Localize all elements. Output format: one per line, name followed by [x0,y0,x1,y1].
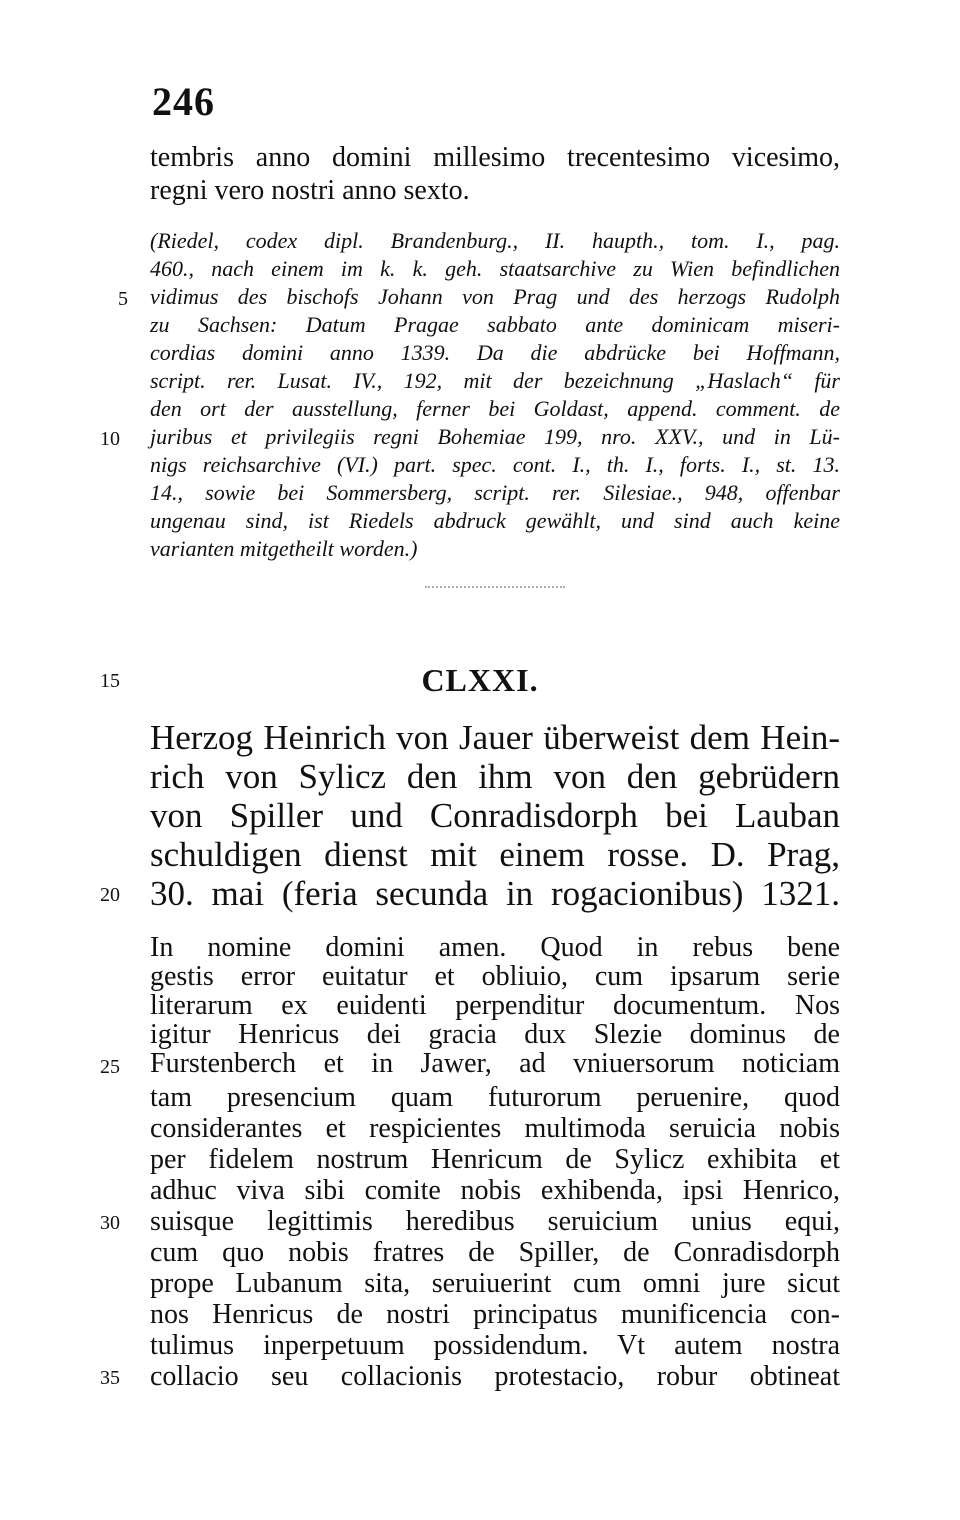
body-line: igitur Henricus dei gracia dux Slezie dominus de [150,1019,840,1050]
body-line: nos Henricus de nostri principatus munificencia con- [150,1299,840,1330]
note-line: 460., nach einem im k. k. geh. staatsarchive zu Wien befindlichen [150,256,840,281]
note-line: varianten mitgetheilt worden.) [150,536,418,561]
page-number: 246 [152,79,215,124]
note-line: nigs reichsarchive (VI.) part. spec. cont. I., th. I., forts. I., st. 13. [150,452,840,477]
line-number: 5 [118,288,128,310]
note-line: zu Sachsen: Datum Pragae sabbato ante dominicam miseri- [150,312,840,337]
note-line: cordias domini anno 1339. Da die abdrücke bei Hoffmann, [150,340,840,365]
line-number: 20 [100,884,120,906]
body-line: Furstenberch et in Jawer, ad vniuersorum noticiam [150,1048,840,1079]
body-line: per fidelem nostrum Henricum de Sylicz exhibita et [150,1144,840,1175]
body-line: tam presencium quam futurorum peruenire, quod [150,1082,840,1113]
line-number: 15 [100,670,120,692]
note-line: (Riedel, codex dipl. Brandenburg., II. haupth., tom. I., pag. [150,228,840,253]
body-line: cum quo nobis fratres de Spiller, de Conradisdorph [150,1237,840,1268]
note-line: ungenau sind, ist Riedels abdruck gewählt, und sind auch keine [150,508,840,533]
note-line: script. rer. Lusat. IV., 192, mit der bezeichnung „Haslach“ für [150,368,840,393]
body-line: considerantes et respicientes multimoda seruicia nobis [150,1113,840,1144]
body-line: literarum ex euidenti perpenditur documentum. Nos [150,990,840,1021]
body-line: gestis error euitatur et obliuio, cum ipsarum serie [150,961,840,992]
heading-line: rich von Sylicz den ihm von den gebrüdern [150,757,840,796]
body-line: suisque legittimis heredibus seruicium unius equi, [150,1206,840,1237]
heading-line: Herzog Heinrich von Jauer überweist dem Hein- [150,718,840,757]
document-number: CLXXI. [421,662,539,698]
body-line: collacio seu collacionis protestacio, robur obtineat [150,1361,840,1392]
line-number: 25 [100,1056,120,1078]
line-number: 35 [100,1367,120,1389]
heading-line: schuldigen dienst mit einem rosse. D. Prag, [150,835,840,874]
line-number: 10 [100,428,120,450]
heading-line: von Spiller und Conradisdorph bei Lauban [150,796,840,835]
heading-line: 30. mai (feria secunda in rogacionibus) 1321. [150,874,840,913]
intro-line: regni vero nostri anno sexto. [150,175,470,206]
body-line: adhuc viva sibi comite nobis exhibenda, ipsi Henrico, [150,1175,840,1206]
note-line: vidimus des bischofs Johann von Prag und des herzogs Rudolph [150,284,840,309]
note-line: 14., sowie bei Sommersberg, script. rer. Silesiae., 948, offenbar [150,480,840,505]
body-line: In nomine domini amen. Quod in rebus bene [150,932,840,963]
body-line: prope Lubanum sita, seruiuerint cum omni jure sicut [150,1268,840,1299]
section-divider [425,586,565,588]
body-line: tulimus inperpetuum possidendum. Vt autem nostra [150,1330,840,1361]
note-line: juribus et privilegiis regni Bohemiae 199, nro. XXV., und in Lü- [150,424,840,449]
intro-line: tembris anno domini millesimo trecentesimo vicesimo, [150,142,840,173]
note-line: den ort der ausstellung, ferner bei Goldast, append. comment. de [150,396,840,421]
line-number: 30 [100,1212,120,1234]
